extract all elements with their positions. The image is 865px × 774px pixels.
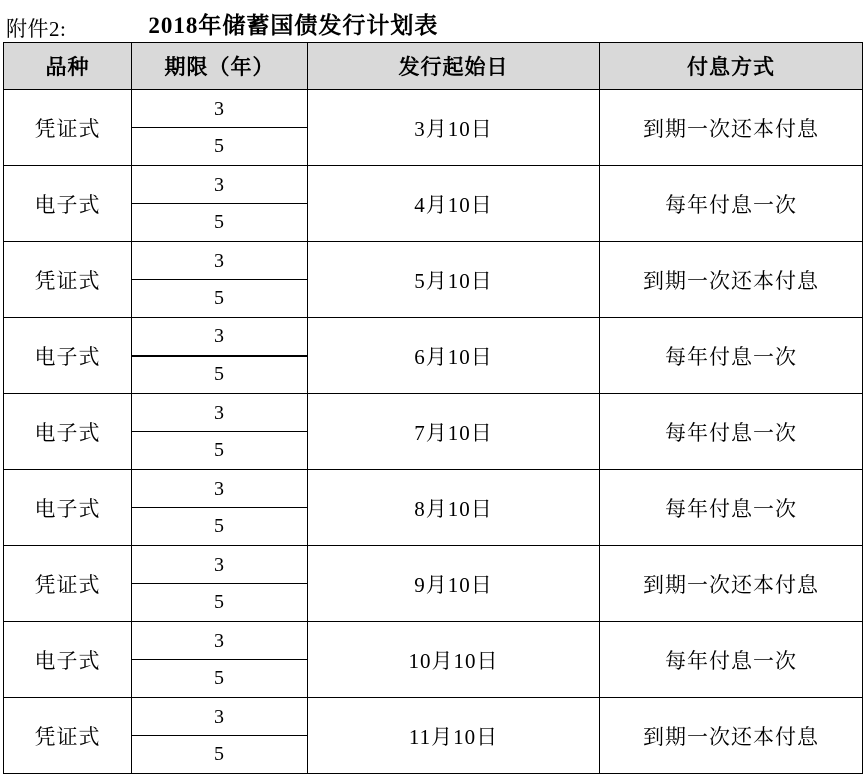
- cell-issue-date: 10月10日: [308, 622, 600, 698]
- column-header-term: 期限（年）: [132, 43, 308, 90]
- term-stack: [132, 243, 307, 316]
- term-value-3: 3: [132, 471, 307, 508]
- cell-issue-date: 9月10日: [308, 546, 600, 622]
- term-stack: [132, 699, 307, 772]
- term-stack: [132, 547, 307, 620]
- cell-issue-date: 5月10日: [308, 242, 600, 318]
- cell-term: [132, 90, 308, 166]
- cell-type: 凭证式: [4, 242, 132, 318]
- term-value-3: 3: [132, 167, 307, 204]
- term-stack: [132, 167, 307, 240]
- column-header-issue-date: 发行起始日: [308, 43, 600, 90]
- cell-issue-date: 6月10日: [308, 318, 600, 394]
- cell-type: 凭证式: [4, 90, 132, 166]
- table-header-row: [4, 43, 863, 90]
- table-row: [4, 318, 863, 394]
- term-value-3: 3: [132, 547, 307, 584]
- cell-payment-method: 每年付息一次: [600, 470, 863, 546]
- table-row: [4, 698, 863, 774]
- cell-payment-method: 每年付息一次: [600, 318, 863, 394]
- term-value-3: 3: [132, 91, 307, 128]
- cell-type: 凭证式: [4, 698, 132, 774]
- cell-payment-method: 到期一次还本付息: [600, 698, 863, 774]
- cell-term: [132, 698, 308, 774]
- table-row: [4, 166, 863, 242]
- cell-payment-method: 每年付息一次: [600, 394, 863, 470]
- cell-issue-date: 8月10日: [308, 470, 600, 546]
- term-stack: [132, 471, 307, 544]
- cell-payment-method: 每年付息一次: [600, 166, 863, 242]
- term-value-3: 3: [132, 395, 307, 432]
- term-value-5: 5: [214, 438, 225, 461]
- table-row: [4, 242, 863, 318]
- term-value-5: 5: [214, 134, 225, 157]
- document-header: [0, 0, 865, 40]
- cell-term: [132, 394, 308, 470]
- term-value-3: 3: [132, 243, 307, 280]
- table-row: [4, 470, 863, 546]
- table-row: [4, 546, 863, 622]
- table-body: [4, 90, 863, 774]
- term-stack: [132, 319, 307, 392]
- cell-type: 凭证式: [4, 546, 132, 622]
- page-title: 2018年储蓄国债发行计划表: [148, 13, 439, 38]
- column-header-payment-method: 付息方式: [600, 43, 863, 90]
- cell-issue-date: 3月10日: [308, 90, 600, 166]
- bond-issuance-plan-table: [3, 42, 863, 774]
- cell-term: [132, 242, 308, 318]
- table-header: [4, 43, 863, 90]
- table-row: [4, 394, 863, 470]
- cell-term: [132, 318, 308, 394]
- term-value-3: 3: [132, 623, 307, 660]
- cell-payment-method: 每年付息一次: [600, 622, 863, 698]
- cell-type: 电子式: [4, 470, 132, 546]
- term-value-3: 3: [132, 319, 307, 357]
- cell-term: [132, 622, 308, 698]
- cell-type: 电子式: [4, 394, 132, 470]
- cell-issue-date: 7月10日: [308, 394, 600, 470]
- term-value-5: 5: [214, 362, 225, 385]
- term-stack: [132, 395, 307, 468]
- table-row: [4, 90, 863, 166]
- cell-type: 电子式: [4, 622, 132, 698]
- term-value-5: 5: [214, 742, 225, 765]
- cell-payment-method: 到期一次还本付息: [600, 546, 863, 622]
- table-row: [4, 622, 863, 698]
- term-value-3: 3: [132, 699, 307, 736]
- cell-term: [132, 470, 308, 546]
- term-value-5: 5: [214, 286, 225, 309]
- cell-type: 电子式: [4, 166, 132, 242]
- cell-payment-method: 到期一次还本付息: [600, 242, 863, 318]
- term-stack: [132, 91, 307, 164]
- cell-issue-date: 11月10日: [308, 698, 600, 774]
- cell-payment-method: 到期一次还本付息: [600, 90, 863, 166]
- term-value-5: 5: [214, 590, 225, 613]
- attachment-label: 附件2:: [6, 17, 67, 41]
- cell-term: [132, 166, 308, 242]
- cell-issue-date: 4月10日: [308, 166, 600, 242]
- term-stack: [132, 623, 307, 696]
- column-header-type: 品种: [4, 43, 132, 90]
- term-value-5: 5: [214, 666, 225, 689]
- term-value-5: 5: [214, 210, 225, 233]
- term-value-5: 5: [214, 514, 225, 537]
- cell-type: 电子式: [4, 318, 132, 394]
- cell-term: [132, 546, 308, 622]
